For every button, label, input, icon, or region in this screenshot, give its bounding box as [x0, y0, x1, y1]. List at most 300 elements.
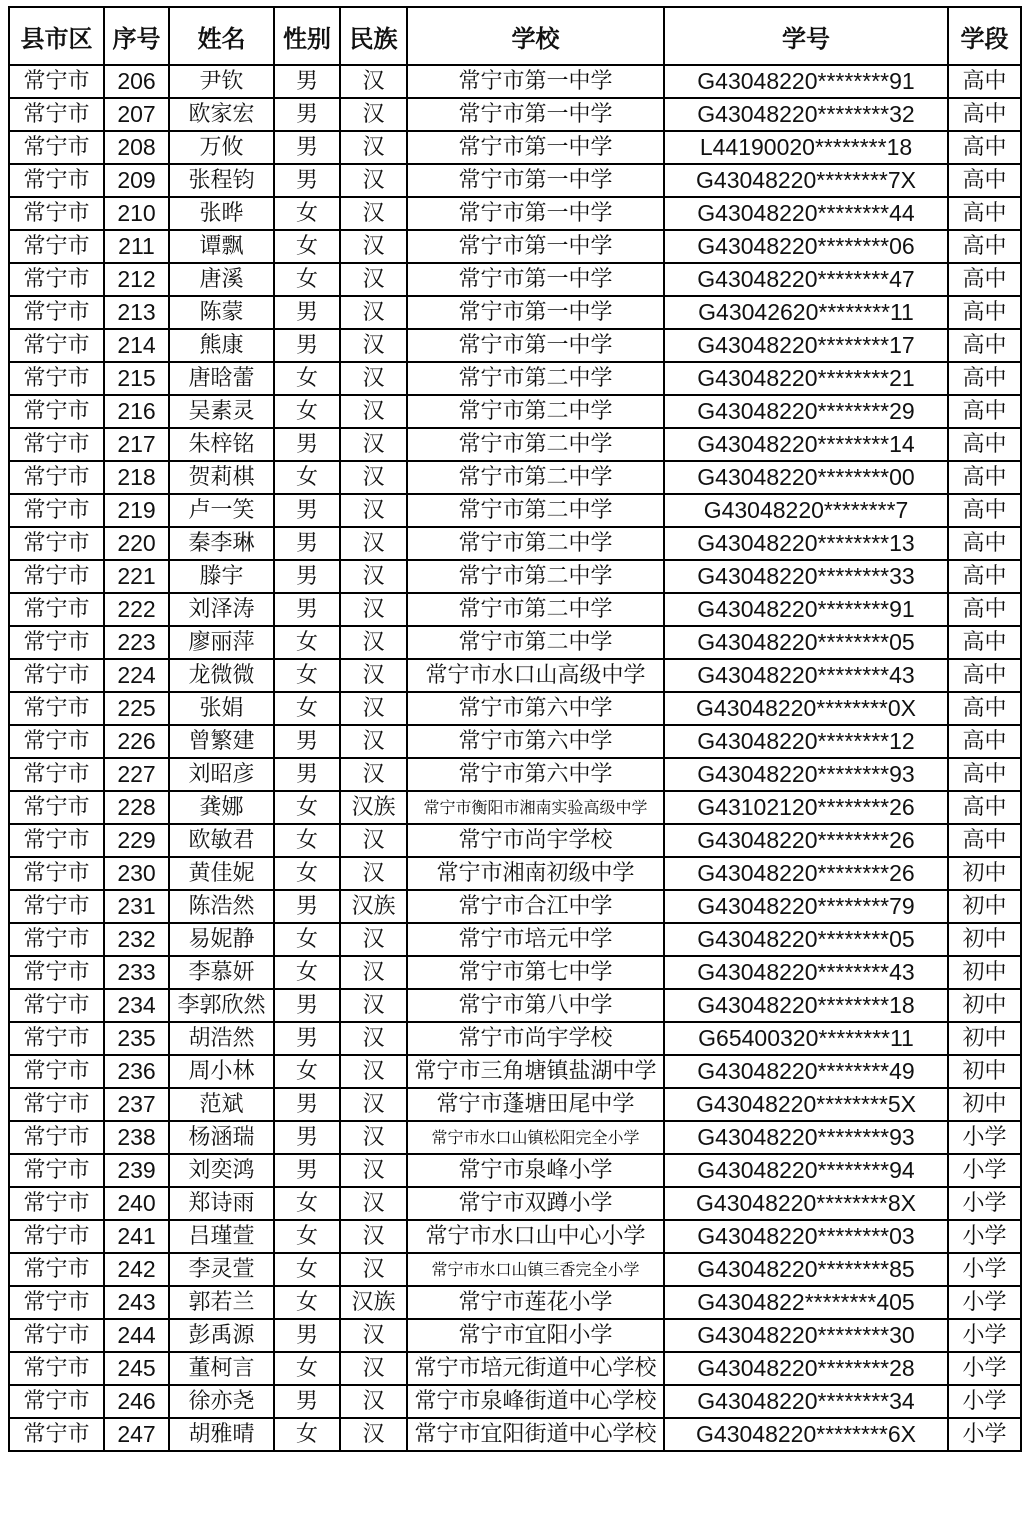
- student-id-cell: G43048220********43: [664, 659, 948, 692]
- county-cell: 常宁市: [9, 65, 104, 98]
- gender-cell: 女: [274, 1220, 340, 1253]
- school-cell: 常宁市第一中学: [407, 197, 664, 230]
- school-cell: 常宁市第二中学: [407, 395, 664, 428]
- level-cell: 高中: [948, 791, 1021, 824]
- student-id-cell: G43048220********0X: [664, 692, 948, 725]
- serial-cell: 245: [104, 1352, 169, 1385]
- table-row: [9, 1088, 1021, 1121]
- table-row: [9, 692, 1021, 725]
- level-cell: 小学: [948, 1385, 1021, 1418]
- table-row: [9, 1253, 1021, 1286]
- header-name: 姓名: [169, 7, 274, 65]
- ethnicity-cell: 汉: [340, 1319, 407, 1352]
- gender-cell: 女: [274, 659, 340, 692]
- name-cell: 李郭欣然: [169, 989, 274, 1022]
- table-row: [9, 527, 1021, 560]
- gender-cell: 女: [274, 956, 340, 989]
- level-cell: 初中: [948, 890, 1021, 923]
- school-cell: 常宁市第七中学: [407, 956, 664, 989]
- student-id-cell: G43048220********91: [664, 65, 948, 98]
- student-id-cell: G43048220********5X: [664, 1088, 948, 1121]
- ethnicity-cell: 汉: [340, 1154, 407, 1187]
- student-id-cell: G43048220********6X: [664, 1418, 948, 1451]
- name-cell: 郑诗雨: [169, 1187, 274, 1220]
- name-cell: 刘奕鸿: [169, 1154, 274, 1187]
- serial-cell: 216: [104, 395, 169, 428]
- serial-cell: 227: [104, 758, 169, 791]
- student-id-cell: G43048220********14: [664, 428, 948, 461]
- student-table: [8, 6, 1022, 1452]
- level-cell: 小学: [948, 1220, 1021, 1253]
- ethnicity-cell: 汉: [340, 1187, 407, 1220]
- student-id-cell: G43048220********8X: [664, 1187, 948, 1220]
- table-row: [9, 659, 1021, 692]
- level-cell: 高中: [948, 758, 1021, 791]
- county-cell: 常宁市: [9, 560, 104, 593]
- county-cell: 常宁市: [9, 923, 104, 956]
- gender-cell: 男: [274, 164, 340, 197]
- gender-cell: 女: [274, 626, 340, 659]
- table-row: [9, 560, 1021, 593]
- serial-cell: 243: [104, 1286, 169, 1319]
- student-id-cell: G43048220********44: [664, 197, 948, 230]
- county-cell: 常宁市: [9, 395, 104, 428]
- name-cell: 胡雅晴: [169, 1418, 274, 1451]
- student-id-cell: G43048220********05: [664, 626, 948, 659]
- student-id-cell: G43048220********7X: [664, 164, 948, 197]
- ethnicity-cell: 汉: [340, 131, 407, 164]
- table-row: [9, 989, 1021, 1022]
- serial-cell: 220: [104, 527, 169, 560]
- serial-cell: 238: [104, 1121, 169, 1154]
- table-row: [9, 923, 1021, 956]
- serial-cell: 239: [104, 1154, 169, 1187]
- ethnicity-cell: 汉: [340, 395, 407, 428]
- table-row: [9, 362, 1021, 395]
- ethnicity-cell: 汉: [340, 857, 407, 890]
- school-cell: 常宁市双蹲小学: [407, 1187, 664, 1220]
- table-row: [9, 956, 1021, 989]
- county-cell: 常宁市: [9, 1220, 104, 1253]
- name-cell: 彭禹源: [169, 1319, 274, 1352]
- gender-cell: 男: [274, 1022, 340, 1055]
- ethnicity-cell: 汉: [340, 527, 407, 560]
- school-cell: 常宁市第一中学: [407, 230, 664, 263]
- school-cell: 常宁市水口山镇三香完全小学: [407, 1253, 664, 1286]
- name-cell: 吴素灵: [169, 395, 274, 428]
- serial-cell: 237: [104, 1088, 169, 1121]
- level-cell: 初中: [948, 989, 1021, 1022]
- name-cell: 胡浩然: [169, 1022, 274, 1055]
- name-cell: 滕宇: [169, 560, 274, 593]
- county-cell: 常宁市: [9, 98, 104, 131]
- table-row: [9, 725, 1021, 758]
- serial-cell: 222: [104, 593, 169, 626]
- ethnicity-cell: 汉: [340, 428, 407, 461]
- serial-cell: 236: [104, 1055, 169, 1088]
- school-cell: 常宁市三角塘镇盐湖中学: [407, 1055, 664, 1088]
- school-cell: 常宁市第二中学: [407, 362, 664, 395]
- table-row: [9, 1187, 1021, 1220]
- student-id-cell: G43048220********93: [664, 1121, 948, 1154]
- student-id-cell: G43048220********17: [664, 329, 948, 362]
- gender-cell: 男: [274, 1385, 340, 1418]
- level-cell: 高中: [948, 659, 1021, 692]
- serial-cell: 235: [104, 1022, 169, 1055]
- serial-cell: 210: [104, 197, 169, 230]
- gender-cell: 女: [274, 692, 340, 725]
- student-id-cell: G43048220********30: [664, 1319, 948, 1352]
- serial-cell: 221: [104, 560, 169, 593]
- county-cell: 常宁市: [9, 230, 104, 263]
- school-cell: 常宁市泉峰街道中心学校: [407, 1385, 664, 1418]
- county-cell: 常宁市: [9, 593, 104, 626]
- serial-cell: 208: [104, 131, 169, 164]
- header-county: 县市区: [9, 7, 104, 65]
- county-cell: 常宁市: [9, 758, 104, 791]
- county-cell: 常宁市: [9, 791, 104, 824]
- level-cell: 高中: [948, 131, 1021, 164]
- gender-cell: 女: [274, 857, 340, 890]
- name-cell: 杨涵瑞: [169, 1121, 274, 1154]
- ethnicity-cell: 汉: [340, 626, 407, 659]
- serial-cell: 218: [104, 461, 169, 494]
- level-cell: 小学: [948, 1187, 1021, 1220]
- county-cell: 常宁市: [9, 1352, 104, 1385]
- county-cell: 常宁市: [9, 296, 104, 329]
- name-cell: 曾繁建: [169, 725, 274, 758]
- school-cell: 常宁市第六中学: [407, 692, 664, 725]
- county-cell: 常宁市: [9, 989, 104, 1022]
- county-cell: 常宁市: [9, 1187, 104, 1220]
- level-cell: 初中: [948, 1088, 1021, 1121]
- table-row: [9, 494, 1021, 527]
- level-cell: 小学: [948, 1253, 1021, 1286]
- name-cell: 谭飘: [169, 230, 274, 263]
- gender-cell: 女: [274, 1055, 340, 1088]
- student-id-cell: G43048220********03: [664, 1220, 948, 1253]
- level-cell: 高中: [948, 692, 1021, 725]
- ethnicity-cell: 汉: [340, 362, 407, 395]
- table-row: [9, 1055, 1021, 1088]
- serial-cell: 244: [104, 1319, 169, 1352]
- gender-cell: 女: [274, 395, 340, 428]
- gender-cell: 男: [274, 428, 340, 461]
- gender-cell: 女: [274, 824, 340, 857]
- table-row: [9, 98, 1021, 131]
- school-cell: 常宁市第八中学: [407, 989, 664, 1022]
- school-cell: 常宁市第一中学: [407, 263, 664, 296]
- school-cell: 常宁市第六中学: [407, 725, 664, 758]
- ethnicity-cell: 汉: [340, 1088, 407, 1121]
- ethnicity-cell: 汉族: [340, 1286, 407, 1319]
- level-cell: 高中: [948, 164, 1021, 197]
- serial-cell: 211: [104, 230, 169, 263]
- student-id-cell: G43048220********13: [664, 527, 948, 560]
- serial-cell: 225: [104, 692, 169, 725]
- student-id-cell: G43042620********11: [664, 296, 948, 329]
- county-cell: 常宁市: [9, 857, 104, 890]
- serial-cell: 213: [104, 296, 169, 329]
- name-cell: 欧家宏: [169, 98, 274, 131]
- level-cell: 高中: [948, 725, 1021, 758]
- gender-cell: 男: [274, 725, 340, 758]
- level-cell: 小学: [948, 1154, 1021, 1187]
- header-serial: 序号: [104, 7, 169, 65]
- table-row: [9, 1319, 1021, 1352]
- level-cell: 小学: [948, 1352, 1021, 1385]
- name-cell: 贺莉棋: [169, 461, 274, 494]
- student-id-cell: G43048220********85: [664, 1253, 948, 1286]
- school-cell: 常宁市宜阳街道中心学校: [407, 1418, 664, 1451]
- school-cell: 常宁市第二中学: [407, 461, 664, 494]
- ethnicity-cell: 汉: [340, 593, 407, 626]
- school-cell: 常宁市宜阳小学: [407, 1319, 664, 1352]
- gender-cell: 男: [274, 1154, 340, 1187]
- serial-cell: 241: [104, 1220, 169, 1253]
- level-cell: 小学: [948, 1286, 1021, 1319]
- ethnicity-cell: 汉: [340, 164, 407, 197]
- county-cell: 常宁市: [9, 1253, 104, 1286]
- school-cell: 常宁市第六中学: [407, 758, 664, 791]
- student-id-cell: G43048220********33: [664, 560, 948, 593]
- level-cell: 高中: [948, 263, 1021, 296]
- county-cell: 常宁市: [9, 824, 104, 857]
- level-cell: 高中: [948, 65, 1021, 98]
- serial-cell: 246: [104, 1385, 169, 1418]
- name-cell: 范斌: [169, 1088, 274, 1121]
- name-cell: 熊康: [169, 329, 274, 362]
- serial-cell: 214: [104, 329, 169, 362]
- gender-cell: 男: [274, 1088, 340, 1121]
- level-cell: 高中: [948, 296, 1021, 329]
- ethnicity-cell: 汉: [340, 329, 407, 362]
- ethnicity-cell: 汉: [340, 1022, 407, 1055]
- level-cell: 初中: [948, 857, 1021, 890]
- serial-cell: 233: [104, 956, 169, 989]
- school-cell: 常宁市第一中学: [407, 131, 664, 164]
- gender-cell: 男: [274, 890, 340, 923]
- gender-cell: 女: [274, 362, 340, 395]
- header-gender: 性别: [274, 7, 340, 65]
- county-cell: 常宁市: [9, 494, 104, 527]
- student-id-cell: G43048220********93: [664, 758, 948, 791]
- ethnicity-cell: 汉: [340, 230, 407, 263]
- serial-cell: 231: [104, 890, 169, 923]
- school-cell: 常宁市第二中学: [407, 428, 664, 461]
- school-cell: 常宁市水口山高级中学: [407, 659, 664, 692]
- gender-cell: 男: [274, 527, 340, 560]
- level-cell: 小学: [948, 1319, 1021, 1352]
- county-cell: 常宁市: [9, 461, 104, 494]
- gender-cell: 女: [274, 461, 340, 494]
- gender-cell: 男: [274, 1319, 340, 1352]
- table-row: [9, 65, 1021, 98]
- student-id-cell: G43048220********18: [664, 989, 948, 1022]
- name-cell: 吕瑾萱: [169, 1220, 274, 1253]
- county-cell: 常宁市: [9, 428, 104, 461]
- ethnicity-cell: 汉: [340, 1253, 407, 1286]
- gender-cell: 男: [274, 989, 340, 1022]
- student-id-cell: G4304822********405: [664, 1286, 948, 1319]
- ethnicity-cell: 汉: [340, 263, 407, 296]
- name-cell: 卢一笑: [169, 494, 274, 527]
- gender-cell: 男: [274, 65, 340, 98]
- ethnicity-cell: 汉: [340, 659, 407, 692]
- student-id-cell: G43048220********21: [664, 362, 948, 395]
- level-cell: 高中: [948, 494, 1021, 527]
- school-cell: 常宁市第二中学: [407, 626, 664, 659]
- serial-cell: 240: [104, 1187, 169, 1220]
- level-cell: 小学: [948, 1121, 1021, 1154]
- serial-cell: 223: [104, 626, 169, 659]
- gender-cell: 男: [274, 560, 340, 593]
- student-id-cell: G43048220********00: [664, 461, 948, 494]
- serial-cell: 230: [104, 857, 169, 890]
- student-id-cell: G43048220********05: [664, 923, 948, 956]
- table-row: [9, 428, 1021, 461]
- ethnicity-cell: 汉: [340, 1352, 407, 1385]
- school-cell: 常宁市水口山镇松阳完全小学: [407, 1121, 664, 1154]
- name-cell: 朱梓铭: [169, 428, 274, 461]
- ethnicity-cell: 汉: [340, 1220, 407, 1253]
- ethnicity-cell: 汉族: [340, 890, 407, 923]
- name-cell: 唐晗蕾: [169, 362, 274, 395]
- ethnicity-cell: 汉: [340, 725, 407, 758]
- county-cell: 常宁市: [9, 1286, 104, 1319]
- serial-cell: 232: [104, 923, 169, 956]
- table-row: [9, 593, 1021, 626]
- county-cell: 常宁市: [9, 1154, 104, 1187]
- name-cell: 陈蒙: [169, 296, 274, 329]
- ethnicity-cell: 汉: [340, 1055, 407, 1088]
- table-row: [9, 461, 1021, 494]
- school-cell: 常宁市第一中学: [407, 329, 664, 362]
- name-cell: 张程钧: [169, 164, 274, 197]
- table-row: [9, 890, 1021, 923]
- table-body: [9, 65, 1021, 1451]
- table-row: [9, 1154, 1021, 1187]
- county-cell: 常宁市: [9, 329, 104, 362]
- school-cell: 常宁市衡阳市湘南实验高级中学: [407, 791, 664, 824]
- county-cell: 常宁市: [9, 725, 104, 758]
- county-cell: 常宁市: [9, 527, 104, 560]
- county-cell: 常宁市: [9, 956, 104, 989]
- ethnicity-cell: 汉: [340, 923, 407, 956]
- ethnicity-cell: 汉: [340, 758, 407, 791]
- school-cell: 常宁市培元中学: [407, 923, 664, 956]
- ethnicity-cell: 汉: [340, 296, 407, 329]
- student-id-cell: G43048220********94: [664, 1154, 948, 1187]
- serial-cell: 207: [104, 98, 169, 131]
- table-row: [9, 1022, 1021, 1055]
- name-cell: 张娟: [169, 692, 274, 725]
- serial-cell: 247: [104, 1418, 169, 1451]
- county-cell: 常宁市: [9, 1385, 104, 1418]
- name-cell: 秦李琳: [169, 527, 274, 560]
- gender-cell: 男: [274, 131, 340, 164]
- header-student-id: 学号: [664, 7, 948, 65]
- gender-cell: 女: [274, 1253, 340, 1286]
- serial-cell: 217: [104, 428, 169, 461]
- school-cell: 常宁市第一中学: [407, 296, 664, 329]
- table-row: [9, 791, 1021, 824]
- school-cell: 常宁市尚宇学校: [407, 824, 664, 857]
- ethnicity-cell: 汉: [340, 560, 407, 593]
- gender-cell: 女: [274, 1418, 340, 1451]
- level-cell: 高中: [948, 527, 1021, 560]
- table-row: [9, 824, 1021, 857]
- name-cell: 龚娜: [169, 791, 274, 824]
- name-cell: 郭若兰: [169, 1286, 274, 1319]
- ethnicity-cell: 汉: [340, 65, 407, 98]
- name-cell: 周小林: [169, 1055, 274, 1088]
- school-cell: 常宁市莲花小学: [407, 1286, 664, 1319]
- name-cell: 黄佳妮: [169, 857, 274, 890]
- serial-cell: 206: [104, 65, 169, 98]
- name-cell: 陈浩然: [169, 890, 274, 923]
- level-cell: 初中: [948, 1022, 1021, 1055]
- level-cell: 高中: [948, 98, 1021, 131]
- school-cell: 常宁市培元街道中心学校: [407, 1352, 664, 1385]
- table-row: [9, 758, 1021, 791]
- ethnicity-cell: 汉: [340, 461, 407, 494]
- ethnicity-cell: 汉: [340, 197, 407, 230]
- ethnicity-cell: 汉: [340, 98, 407, 131]
- header-ethnicity: 民族: [340, 7, 407, 65]
- table-row: [9, 857, 1021, 890]
- serial-cell: 219: [104, 494, 169, 527]
- county-cell: 常宁市: [9, 197, 104, 230]
- school-cell: 常宁市第一中学: [407, 65, 664, 98]
- name-cell: 刘泽涛: [169, 593, 274, 626]
- serial-cell: 242: [104, 1253, 169, 1286]
- name-cell: 廖丽萍: [169, 626, 274, 659]
- county-cell: 常宁市: [9, 263, 104, 296]
- student-id-cell: G43048220********47: [664, 263, 948, 296]
- gender-cell: 男: [274, 593, 340, 626]
- table-row: [9, 197, 1021, 230]
- school-cell: 常宁市第一中学: [407, 164, 664, 197]
- gender-cell: 男: [274, 494, 340, 527]
- student-id-cell: G43048220********26: [664, 824, 948, 857]
- ethnicity-cell: 汉族: [340, 791, 407, 824]
- table-row: [9, 1121, 1021, 1154]
- county-cell: 常宁市: [9, 1088, 104, 1121]
- table-row: [9, 230, 1021, 263]
- ethnicity-cell: 汉: [340, 1418, 407, 1451]
- table-row: [9, 1385, 1021, 1418]
- school-cell: 常宁市第二中学: [407, 494, 664, 527]
- student-id-cell: G43048220********26: [664, 857, 948, 890]
- name-cell: 李慕妍: [169, 956, 274, 989]
- table-row: [9, 395, 1021, 428]
- level-cell: 高中: [948, 197, 1021, 230]
- student-id-cell: G43048220********43: [664, 956, 948, 989]
- table-row: [9, 1220, 1021, 1253]
- school-cell: 常宁市水口山中心小学: [407, 1220, 664, 1253]
- level-cell: 高中: [948, 626, 1021, 659]
- student-id-cell: G43048220********49: [664, 1055, 948, 1088]
- ethnicity-cell: 汉: [340, 824, 407, 857]
- name-cell: 万攸: [169, 131, 274, 164]
- serial-cell: 228: [104, 791, 169, 824]
- county-cell: 常宁市: [9, 890, 104, 923]
- header-row: [9, 7, 1021, 65]
- student-id-cell: G65400320********11: [664, 1022, 948, 1055]
- name-cell: 张晔: [169, 197, 274, 230]
- level-cell: 高中: [948, 428, 1021, 461]
